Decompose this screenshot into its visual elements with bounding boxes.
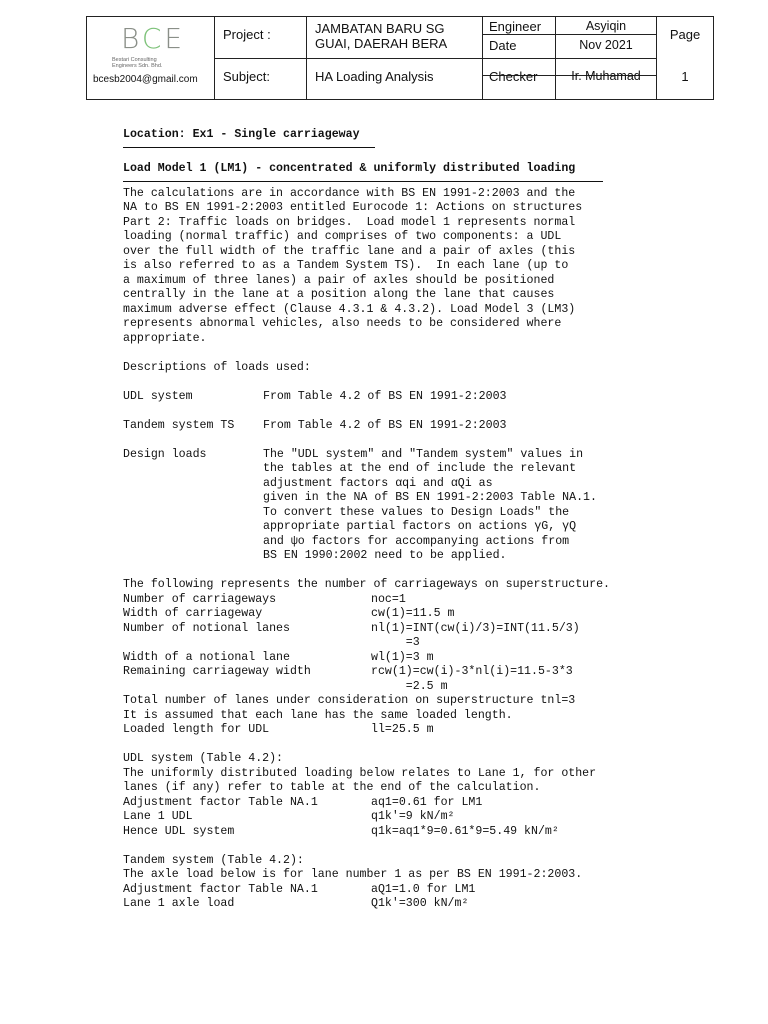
intro-line: is also referred to as a Tandem System TS). In each lane (up to bbox=[123, 259, 569, 272]
parameter-row: Number of carriageways noc=1 bbox=[123, 592, 406, 606]
udl-parameters bbox=[123, 796, 713, 840]
calculation-sheet bbox=[123, 128, 713, 912]
udl-row: Hence UDL system q1k=aq1*9=0.61*9=5.49 kN/m² bbox=[123, 824, 559, 838]
parameter-row: Remaining carriageway width rcw(1)=cw(i)-3*nl(i)=11.5-3*3 bbox=[123, 665, 573, 678]
project-label: Project : bbox=[223, 27, 271, 42]
subject-value: HA Loading Analysis bbox=[315, 69, 434, 84]
intro-line: NA to BS EN 1991-2:2003 entitled Eurocode 1: Actions on structures bbox=[123, 201, 583, 214]
section-heading: Load Model 1 (LM1) - concentrated & uniformly distributed loading bbox=[123, 162, 576, 175]
checker-label: Checker bbox=[489, 69, 538, 84]
udl-note-2: lanes (if any) refer to table at the end of the calculation. bbox=[123, 781, 541, 794]
descriptions-title: Descriptions of loads used: bbox=[123, 360, 311, 374]
udl-row: Lane 1 UDL q1k'=9 kN/m² bbox=[123, 810, 455, 823]
design-loads-text bbox=[263, 448, 597, 564]
date-value: Nov 2021 bbox=[579, 38, 633, 52]
engineer-label: Engineer bbox=[489, 19, 542, 34]
checker-value: Ir. Muhamad bbox=[571, 69, 641, 83]
intro-line: The calculations are in accordance with BS EN 1991-2:2003 and the bbox=[123, 186, 576, 200]
location-heading: Location: Ex1 - Single carriageway bbox=[123, 128, 360, 141]
page-number: 1 bbox=[681, 69, 689, 84]
tandem-title: Tandem system (Table 4.2): bbox=[123, 853, 304, 867]
page-label: Page bbox=[669, 27, 701, 42]
tandem-parameters bbox=[123, 883, 713, 912]
udl-system-row: UDL system From Table 4.2 of BS EN 1991-2:2003 bbox=[123, 389, 507, 403]
udl-title: UDL system (Table 4.2): bbox=[123, 752, 284, 765]
parameter-row: Number of notional lanes nl(1)=INT(cw(i)/3)=INT(11.5/3) bbox=[123, 621, 580, 635]
intro-line: over the full width of the traffic lane and a pair of axles (this bbox=[123, 244, 576, 258]
design-loads-line: The "UDL system" and "Tandem system" values in bbox=[263, 447, 584, 461]
design-loads-line: appropriate partial factors on actions γG, γQ bbox=[263, 520, 577, 533]
tandem-note: The axle load below is for lane number 1 as per BS EN 1991-2:2003. bbox=[123, 868, 583, 881]
loaded-length-note: It is assumed that each lane has the same loaded length. bbox=[123, 708, 513, 722]
date-label: Date bbox=[489, 38, 517, 53]
intro-paragraph bbox=[123, 187, 713, 347]
tandem-row: Lane 1 axle load Q1k'=300 kN/m² bbox=[123, 897, 469, 910]
udl-row: Adjustment factor Table NA.1 aq1=0.61 for LM1 bbox=[123, 795, 483, 809]
design-loads-line: adjustment factors αqi and αQi as bbox=[263, 476, 493, 490]
intro-line: loading (normal traffic) and comprises of two components: a UDL bbox=[123, 230, 562, 243]
intro-line: maximum adverse effect (Clause 4.3.1 & 4.3.2). Load Model 3 (LM3) bbox=[123, 302, 576, 316]
design-loads-line: the tables at the end of include the relevant bbox=[263, 462, 577, 475]
design-loads-line: To convert these values to Design Loads" the bbox=[263, 505, 570, 519]
intro-line: a maximum of three lanes) a pair of axles should be positioned bbox=[123, 273, 555, 287]
design-loads-line: and ψo factors for accompanying actions from bbox=[263, 534, 570, 548]
intro-line: represents abnormal vehicles, also needs to be considered where bbox=[123, 317, 562, 330]
udl-note-1: The uniformly distributed loading below relates to Lane 1, for other bbox=[123, 766, 597, 780]
carriageway-parameters bbox=[123, 593, 713, 695]
design-loads-line: given in the NA of BS EN 1991-2:2003 Table NA.1. bbox=[263, 491, 597, 504]
intro-line: centrally in the lane at a position along the lane that causes bbox=[123, 288, 555, 301]
title-block bbox=[86, 16, 714, 100]
tandem-row: Adjustment factor Table NA.1 aQ1=1.0 for LM1 bbox=[123, 882, 476, 896]
engineer-value: Asyiqin bbox=[585, 19, 627, 33]
design-loads-line: BS EN 1990:2002 need to be applied. bbox=[263, 549, 507, 562]
parameter-row: Width of a notional lane wl(1)=3 m bbox=[123, 650, 434, 664]
parameter-row: =2.5 m bbox=[371, 679, 448, 693]
parameter-row: Width of carriageway cw(1)=11.5 m bbox=[123, 607, 455, 620]
company-name: Bestari Consulting Engineers Sdn. Bhd. bbox=[112, 57, 163, 69]
subject-label: Subject: bbox=[223, 69, 270, 84]
design-loads-row: Design loads The "UDL system" and "Tandem system" values in the tables at the end of include the relevant adjustment factors αqi and αQi as given in the NA of BS EN 1991-2:2003 Table NA.1. To convert these values to Design Loads" the appropriate partial factors on actions γG, γQ and ψo factors for accompanying actions from BS EN 1990:2002 need to be applied. bbox=[123, 447, 597, 562]
tandem-system-row: Tandem system TS From Table 4.2 of BS EN 1991-2:2003 bbox=[123, 418, 507, 432]
total-lanes: Total number of lanes under consideration on superstructure tnl=3 bbox=[123, 694, 576, 707]
company-email: bcesb2004@gmail.com bbox=[93, 74, 198, 85]
intro-line: Part 2: Traffic loads on bridges. Load model 1 represents normal bbox=[123, 215, 576, 229]
intro-line: appropriate. bbox=[123, 331, 207, 345]
company-logo: BCE bbox=[121, 22, 186, 55]
project-value: JAMBATAN BARU SG GUAI, DAERAH BERA bbox=[315, 21, 448, 51]
loaded-length-row: Loaded length for UDL ll=25.5 m bbox=[123, 723, 434, 736]
carriageways-title: The following represents the number of carriageways on superstructure. bbox=[123, 578, 611, 591]
parameter-row: =3 bbox=[371, 636, 420, 649]
